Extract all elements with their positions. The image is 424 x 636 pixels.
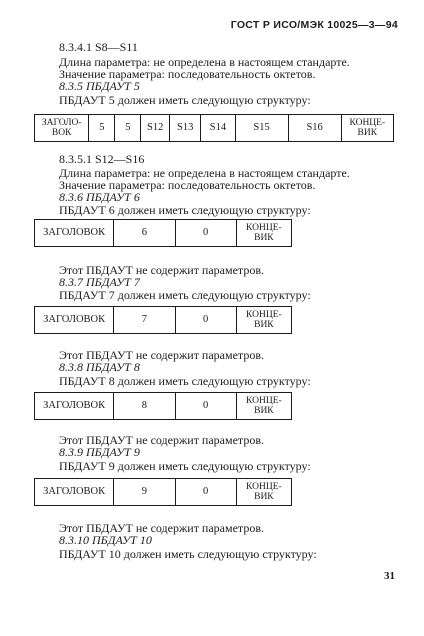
structure-intro-text: ПБДАУТ 8 должен иметь следующую структуру: [59, 374, 311, 388]
section-heading: 8.3.9 ПБДАУТ 9 [59, 445, 140, 459]
section-heading: 8.3.10 ПБДАУТ 10 [59, 533, 152, 547]
structure-intro-text: ПБДАУТ 7 должен иметь следующую структуру: [59, 288, 311, 302]
table-cell: 0 [175, 393, 236, 420]
table-cell-header: ЗАГОЛОВОК [35, 220, 114, 247]
table-cell: S16 [288, 115, 341, 142]
table-cell-header: ЗАГОЛОВОК [35, 307, 114, 334]
page-number: 31 [384, 570, 395, 582]
table-cell: 0 [175, 307, 236, 334]
section-heading: 8.3.8 ПБДАУТ 8 [59, 360, 140, 374]
structure-intro-text: ПБДАУТ 9 должен иметь следующую структуру: [59, 459, 311, 473]
table-cell: 5 [115, 115, 141, 142]
structure-table-5 [34, 114, 394, 142]
no-parameters-note: Этот ПБДАУТ не содержит параметров. [59, 263, 264, 277]
table-cell: 8 [114, 393, 175, 420]
structure-table-9 [34, 478, 292, 506]
table-cell-trailer: КОНЦЕ-ВИК [236, 393, 291, 420]
section-heading: 8.3.5 ПБДАУТ 5 [59, 79, 140, 93]
table-cell-trailer: КОНЦЕ-ВИК [236, 479, 291, 506]
no-parameters-note: Этот ПБДАУТ не содержит параметров. [59, 433, 264, 447]
section-heading: 8.3.5.1 S12—S16 [59, 152, 145, 166]
table-cell: S15 [235, 115, 288, 142]
table-cell: 7 [114, 307, 175, 334]
table-cell: 9 [114, 479, 175, 506]
structure-table-7 [34, 306, 292, 334]
structure-intro-text: ПБДАУТ 6 должен иметь следующую структуру: [59, 203, 311, 217]
no-parameters-note: Этот ПБДАУТ не содержит параметров. [59, 348, 264, 362]
table-cell: S12 [141, 115, 170, 142]
structure-intro-text: ПБДАУТ 5 должен иметь следующую структуру: [59, 93, 311, 107]
table-cell-trailer: КОНЦЕ-ВИК [236, 307, 291, 334]
table-cell-header: ЗАГОЛОВОК [35, 393, 114, 420]
section-heading: 8.3.6 ПБДАУТ 6 [59, 190, 140, 204]
table-cell-trailer: КОНЦЕ-ВИК [341, 115, 393, 142]
parameter-length-text: Длина параметра: не определена в настоящем стандарте. [59, 55, 350, 69]
table-cell: 6 [114, 220, 175, 247]
table-cell: S14 [201, 115, 235, 142]
table-cell-header: ЗАГОЛОВОК [35, 479, 114, 506]
table-cell: 5 [89, 115, 115, 142]
section-heading: 8.3.4.1 S8—S11 [59, 40, 138, 54]
structure-table-6 [34, 219, 292, 247]
parameter-value-text: Значение параметра: последовательность октетов. [59, 67, 316, 81]
table-cell-trailer: КОНЦЕ-ВИК [236, 220, 291, 247]
structure-intro-text: ПБДАУТ 10 должен иметь следующую структуру: [59, 547, 317, 561]
section-heading: 8.3.7 ПБДАУТ 7 [59, 275, 140, 289]
table-cell: 0 [175, 479, 236, 506]
structure-table-8 [34, 392, 292, 420]
table-cell: 0 [175, 220, 236, 247]
no-parameters-note: Этот ПБДАУТ не содержит параметров. [59, 521, 264, 535]
table-cell-header: ЗАГОЛО-ВОК [35, 115, 89, 142]
page-header: ГОСТ Р ИСО/МЭК 10025—3—94 [230, 19, 398, 31]
parameter-length-text: Длина параметра: не определена в настоящем стандарте. [59, 166, 350, 180]
table-cell: S13 [169, 115, 200, 142]
parameter-value-text: Значение параметра: последовательность октетов. [59, 178, 316, 192]
